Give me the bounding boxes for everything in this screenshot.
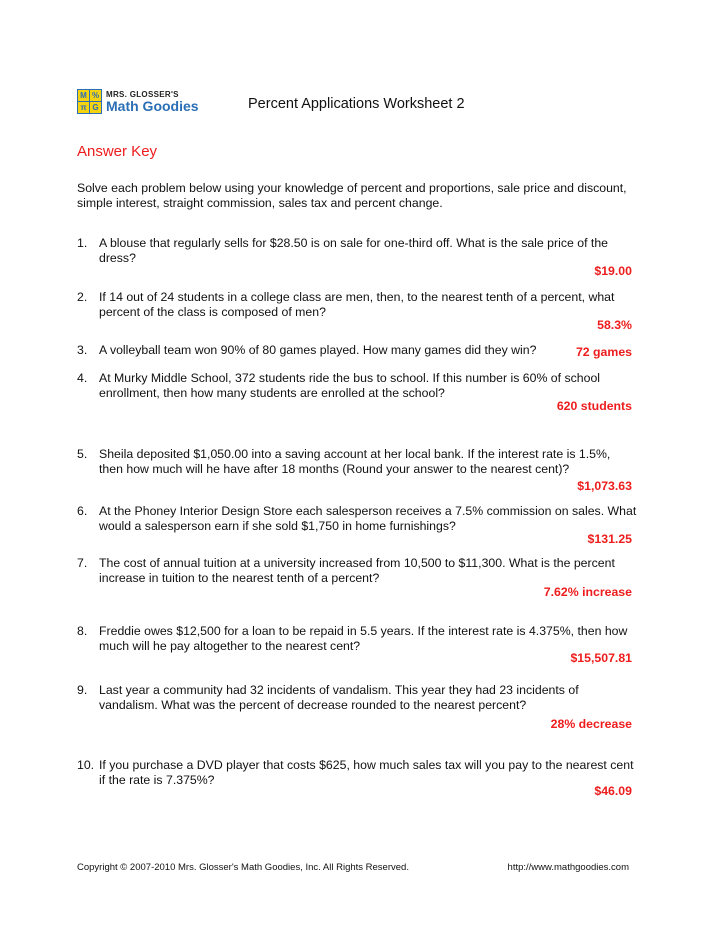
- answer-2: 58.3%: [597, 318, 632, 332]
- instructions: Solve each problem below using your knowledge of percent and proportions, sale price and discount, simple interest, straight commission, sales tax and percent change.: [77, 181, 627, 210]
- problem-text: If you purchase a DVD player that costs $625, how much sales tax will you pay to the nearest cent if the rate is 7.375%?: [99, 758, 634, 787]
- problem-number: 10.: [77, 758, 95, 772]
- problem-4: [77, 371, 637, 401]
- problem-number: 7.: [77, 556, 88, 570]
- answer-10: $46.09: [594, 784, 632, 798]
- problem-text: If 14 out of 24 students in a college class are men, then, to the nearest tenth of a percent, what percent of the class is composed of men?: [99, 290, 615, 319]
- problem-10: [77, 758, 637, 788]
- problem-text: Sheila deposited $1,050.00 into a saving account at her local bank. If the interest rate is 1.5%, then how much will he have after 18 months (Round your answer to the nearest cent)?: [99, 447, 611, 476]
- problem-text: A volleyball team won 90% of 80 games played. How many games did they win?: [99, 343, 537, 357]
- logo-line1: MRS. GLOSSER'S: [106, 89, 179, 99]
- problem-text: At the Phoney Interior Design Store each salesperson receives a 7.5% commission on sales. What would a salesperson earn if she sold $1,750 in home furnishings?: [99, 504, 637, 533]
- problem-1: [77, 236, 637, 266]
- answer-1: $19.00: [594, 264, 632, 278]
- website-url: http://www.mathgoodies.com: [507, 862, 629, 873]
- problem-2: [77, 290, 637, 320]
- problem-number: 8.: [77, 624, 88, 638]
- page-title: Percent Applications Worksheet 2: [248, 96, 465, 112]
- problem-7: [77, 556, 637, 586]
- problem-number: 6.: [77, 504, 88, 518]
- answer-5: $1,073.63: [577, 479, 632, 493]
- logo-cell: π: [78, 102, 89, 113]
- problem-6: [77, 504, 637, 534]
- problem-text: At Murky Middle School, 372 students ride the bus to school. If this number is 60% of school enrollment, then how many students are enrolled at the school?: [99, 371, 601, 400]
- answer-3: 72 games: [575, 345, 632, 359]
- problem-5: [77, 447, 637, 477]
- logo-grid-icon: [77, 89, 102, 114]
- answer-9: 28% decrease: [550, 717, 632, 731]
- problem-number: 9.: [77, 683, 88, 697]
- answer-8: $15,507.81: [570, 651, 632, 665]
- problem-number: 2.: [77, 290, 88, 304]
- problem-number: 3.: [77, 343, 88, 357]
- problem-9: [77, 683, 637, 713]
- problem-text: A blouse that regularly sells for $28.50 is on sale for one-third off. What is the sale price of the dress?: [99, 236, 609, 265]
- math-goodies-logo: [77, 89, 199, 114]
- problem-text: Last year a community had 32 incidents of vandalism. This year they had 23 incidents of vandalism. What was the percent of decrease rounded to the nearest percent?: [99, 683, 579, 712]
- answer-key-heading: Answer Key: [77, 143, 158, 160]
- problem-number: 5.: [77, 447, 88, 461]
- answer-4: 620 students: [556, 399, 632, 413]
- logo-line2: Math Goodies: [106, 97, 199, 114]
- problem-text: The cost of annual tuition at a university increased from 10,500 to $11,300. What is the percent increase in tuition to the nearest tenth of a percent?: [99, 556, 615, 585]
- problem-8: [77, 624, 637, 654]
- logo-cell: M: [78, 90, 89, 101]
- copyright: Copyright © 2007-2010 Mrs. Glosser's Math Goodies, Inc. All Rights Reserved.: [77, 862, 409, 873]
- answer-7: 7.62% increase: [543, 585, 632, 599]
- problem-number: 1.: [77, 236, 88, 250]
- logo-cell: G: [90, 102, 101, 113]
- logo-cell: %: [91, 91, 100, 100]
- problem-text: Freddie owes $12,500 for a loan to be repaid in 5.5 years. If the interest rate is 4.375%, then how much will he pay altogether to the nearest cent?: [99, 624, 628, 653]
- problem-number: 4.: [77, 371, 88, 385]
- answer-6: $131.25: [587, 532, 632, 546]
- problem-3: [77, 343, 637, 358]
